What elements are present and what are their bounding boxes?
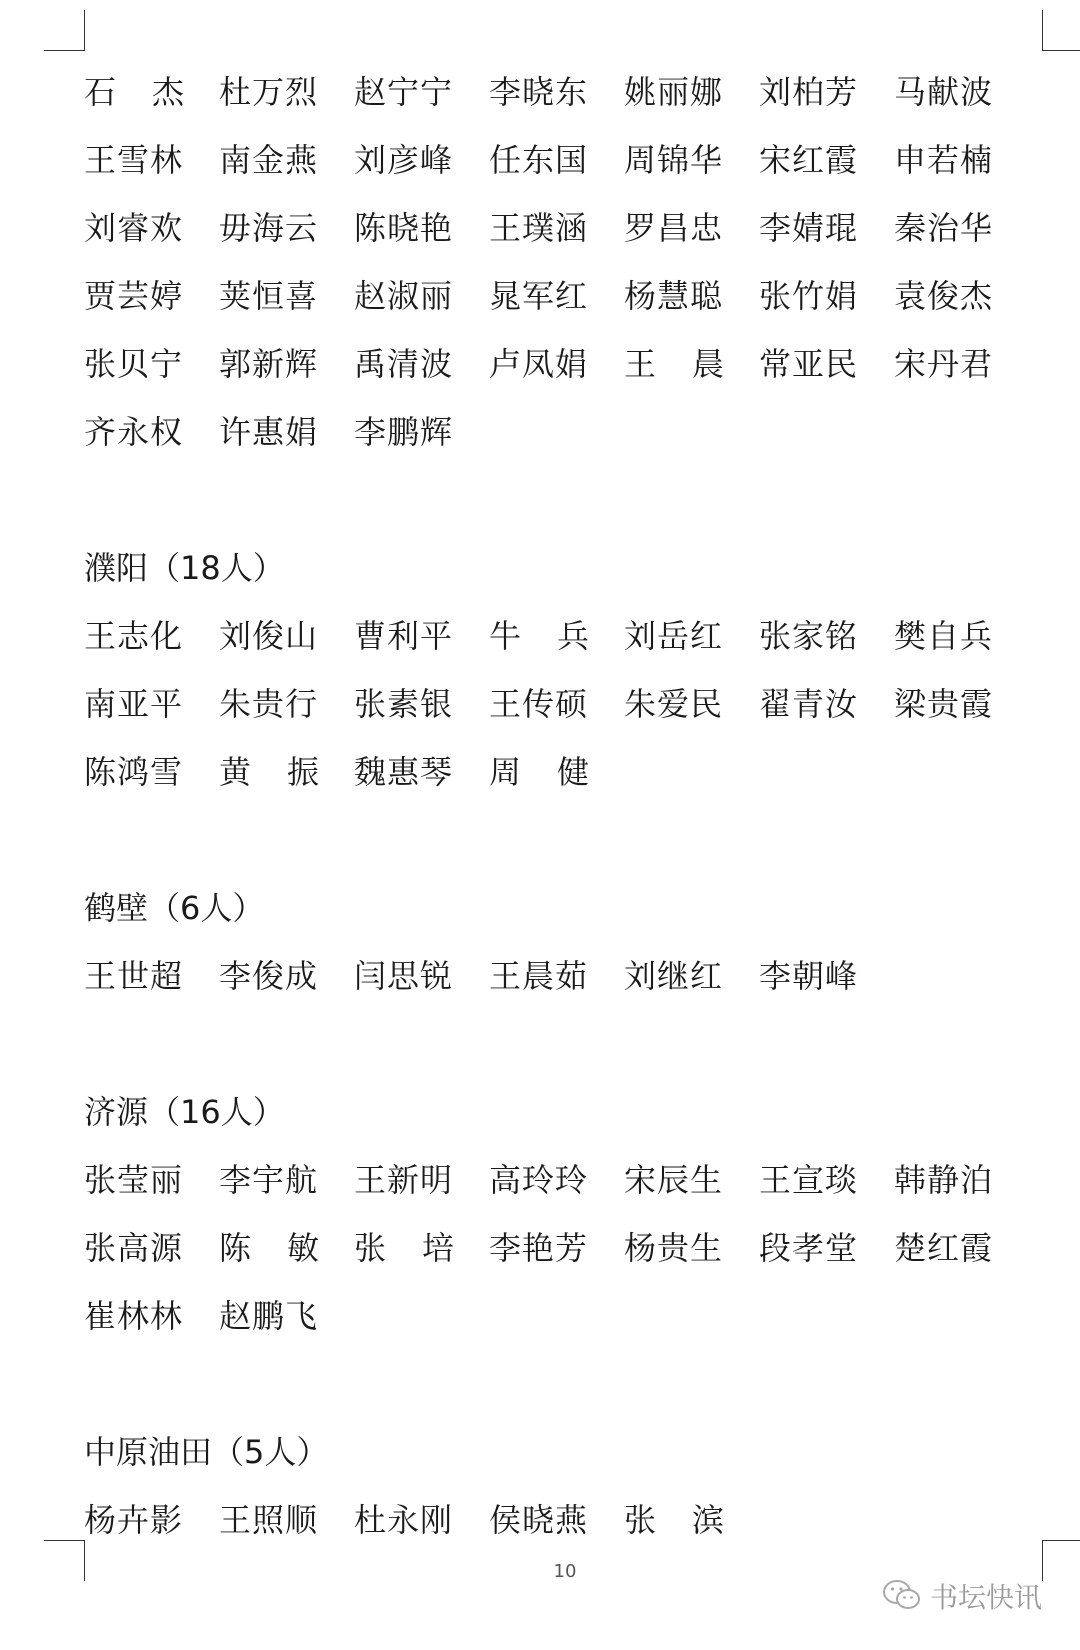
- person-name: 周锦华: [624, 141, 724, 179]
- person-name: 张贝宁: [84, 345, 184, 383]
- person-name: 姚丽娜: [624, 73, 724, 111]
- person-name: 牛 兵: [489, 617, 589, 655]
- person-name: 王雪林: [84, 141, 184, 179]
- person-name: 刘彦峰: [354, 141, 454, 179]
- person-name: 崔林林: [84, 1297, 184, 1335]
- person-name: 张 滨: [624, 1501, 724, 1539]
- person-name: 常亚民: [759, 345, 859, 383]
- person-name: 王世超: [84, 957, 184, 995]
- person-name: 袁俊杰: [894, 277, 994, 315]
- person-name: 樊自兵: [894, 617, 994, 655]
- person-name: 周 健: [489, 753, 589, 791]
- person-name: 宋辰生: [624, 1161, 724, 1199]
- person-name: 王志化: [84, 617, 184, 655]
- person-name: 张 培: [354, 1229, 454, 1267]
- person-name: 李婧琨: [759, 209, 859, 247]
- name-grid: [84, 1146, 1004, 1350]
- crop-mark-top-right: [1042, 10, 1080, 51]
- person-name: 赵鹏飞: [219, 1297, 319, 1335]
- person-name: 黄 振: [219, 753, 319, 791]
- person-name: 马献波: [894, 73, 994, 111]
- person-name: 刘俊山: [219, 617, 319, 655]
- person-name: 南金燕: [219, 141, 319, 179]
- person-name: 陈鸿雪: [84, 753, 184, 791]
- person-name: 翟青汝: [759, 685, 859, 723]
- person-name: 南亚平: [84, 685, 184, 723]
- region-group: [84, 534, 1004, 806]
- person-name: 禹清波: [354, 345, 454, 383]
- watermark-text: 书坛快讯: [930, 1581, 1043, 1614]
- person-name: 贾芸婷: [84, 277, 184, 315]
- region-group: [84, 1078, 1004, 1350]
- person-name: 杨贵生: [624, 1229, 724, 1267]
- person-name: 宋红霞: [759, 141, 859, 179]
- person-name: 侯晓燕: [489, 1501, 589, 1539]
- person-name: 韩静泊: [894, 1161, 994, 1199]
- person-name: 王晨茹: [489, 957, 589, 995]
- page-number: 10: [553, 1561, 577, 1582]
- person-name: 魏惠琴: [354, 753, 454, 791]
- group-heading: 中原油田（5人）: [84, 1433, 329, 1471]
- person-name: 赵宁宁: [354, 73, 454, 111]
- name-grid: [84, 942, 1004, 1010]
- person-name: 石 杰: [84, 73, 184, 111]
- person-name: 刘岳红: [624, 617, 724, 655]
- person-name: 任东国: [489, 141, 589, 179]
- person-name: 刘继红: [624, 957, 724, 995]
- watermark: [882, 1576, 1042, 1616]
- region-group: [84, 1418, 1004, 1554]
- person-name: 张竹娟: [759, 277, 859, 315]
- person-name: 刘柏芳: [759, 73, 859, 111]
- person-name: 杨慧聪: [624, 277, 724, 315]
- person-name: 张莹丽: [84, 1161, 184, 1199]
- name-grid: [84, 58, 1004, 466]
- person-name: 李朝峰: [759, 957, 859, 995]
- person-name: 宋丹君: [894, 345, 994, 383]
- person-name: 李鹏辉: [354, 413, 454, 451]
- group-heading: 济源（16人）: [84, 1093, 285, 1131]
- crop-mark-top-left: [44, 10, 85, 51]
- person-name: 张高源: [84, 1229, 184, 1267]
- person-name: 王璞涵: [489, 209, 589, 247]
- person-name: 梁贵霞: [894, 685, 994, 723]
- group-heading: 鹤壁（6人）: [84, 889, 265, 927]
- person-name: 陈晓艳: [354, 209, 454, 247]
- person-name: 秦治华: [894, 209, 994, 247]
- person-name: 毋海云: [219, 209, 319, 247]
- person-name: 张素银: [354, 685, 454, 723]
- person-name: 郭新辉: [219, 345, 319, 383]
- person-name: 楚红霞: [894, 1229, 994, 1267]
- person-name: 王 晨: [624, 345, 724, 383]
- person-name: 李俊成: [219, 957, 319, 995]
- person-name: 王传硕: [489, 685, 589, 723]
- person-name: 罗昌忠: [624, 209, 724, 247]
- person-name: 张家铭: [759, 617, 859, 655]
- person-name: 申若楠: [894, 141, 994, 179]
- person-name: 齐永权: [84, 413, 184, 451]
- person-name: 王照顺: [219, 1501, 319, 1539]
- person-name: 段孝堂: [759, 1229, 859, 1267]
- wechat-icon: [882, 1579, 922, 1613]
- person-name: 李艳芳: [489, 1229, 589, 1267]
- person-name: 王新明: [354, 1161, 454, 1199]
- person-name: 杜永刚: [354, 1501, 454, 1539]
- name-list-document: [84, 58, 1004, 1554]
- person-name: 晁军红: [489, 277, 589, 315]
- person-name: 刘睿欢: [84, 209, 184, 247]
- person-name: 朱贵行: [219, 685, 319, 723]
- person-name: 赵淑丽: [354, 277, 454, 315]
- person-name: 许惠娟: [219, 413, 319, 451]
- person-name: 高玲玲: [489, 1161, 589, 1199]
- name-grid: [84, 602, 1004, 806]
- person-name: 王宣琰: [759, 1161, 859, 1199]
- person-name: 李宇航: [219, 1161, 319, 1199]
- region-group: [84, 58, 1004, 466]
- name-grid: [84, 1486, 1004, 1554]
- group-heading: 濮阳（18人）: [84, 549, 285, 587]
- person-name: 卢凤娟: [489, 345, 589, 383]
- person-name: 闫思锐: [354, 957, 454, 995]
- person-name: 朱爱民: [624, 685, 724, 723]
- person-name: 杜万烈: [219, 73, 319, 111]
- person-name: 杨卉影: [84, 1501, 184, 1539]
- person-name: 李晓东: [489, 73, 589, 111]
- region-group: [84, 874, 1004, 1010]
- person-name: 荚恒喜: [219, 277, 319, 315]
- person-name: 曹利平: [354, 617, 454, 655]
- person-name: 陈 敏: [219, 1229, 319, 1267]
